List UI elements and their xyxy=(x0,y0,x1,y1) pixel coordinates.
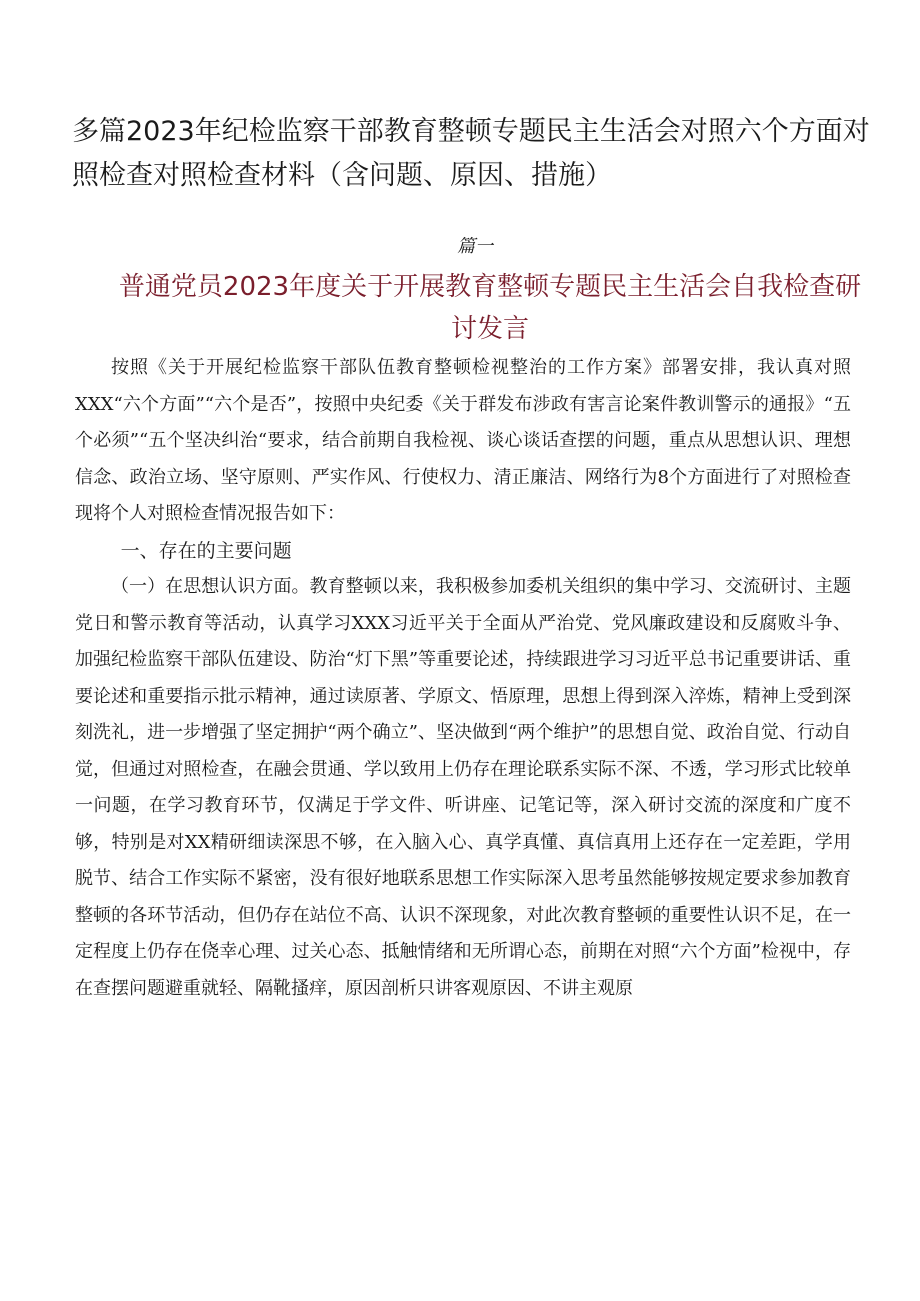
section-heading: 一、存在的主要问题 xyxy=(120,539,292,562)
intro-paragraph: 按照《关于开展纪检监察干部队伍教育整顿检视整治的工作方案》部署安排，我认真对照XXX“六个方面”“六个是否”，按照中央纪委《关于群发布涉政有害言论案件教训警示的通报》“五个必须”“五个坚决纠治“要求，结合前期自我检视、谈心谈话查摆的问题，重点从思想认识、理想信念、政治立场、坚守原则、严实作风、行使权力、清正廉洁、网络行为8个方面进行了对照检查现将个人对照检查情况报告如下： xyxy=(75,357,851,524)
document-body xyxy=(75,350,851,1007)
article-title: 普通党员2023年度关于开展教育整顿专题民主生活会自我检查研讨发言 xyxy=(118,272,862,344)
body-paragraph: （一）在思想认识方面。教育整顿以来，我积极参加委机关组织的集中学习、交流研讨、主题党日和警示教育等活动，认真学习XXX习近平关于全面从严治党、党风廉政建设和反腐败斗争、加强纪检监察干部队伍建设、防治“灯下黑”等重要论述，持续跟进学习习近平总书记重要讲话、重要论述和重要指示批示精神，通过读原著、学原文、悟原理，思想上得到深入淬炼，精神上受到深刻洗礼，进一步增强了坚定拥护“两个确立”、坚决做到“两个维护”的思想自觉、政治自觉、行动自觉，但通过对照检查，在融会贯通、学以致用上仍存在理论联系实际不深、不透，学习形式比较单一问题，在学习教育环节，仅满足于学文件、听讲座、记笔记等，深入研讨交流的深度和广度不够，特别是对XX精研细读深思不够，在入脑入心、真学真懂、真信真用上还存在一定差距，学用脱节、结合工作实际不紧密，没有很好地联系思想工作实际深入思考虽然能够按规定要求参加教育整顿的各环节活动，但仍存在站位不高、认识不深现象，对此次教育整顿的重要性认识不足，在一定程度上仍存在侥幸心理、过关心态、抵触情绪和无所谓心态，前期在对照“六个方面”检视中，存在查摆问题避重就轻、隔靴搔痒，原因剖析只讲客观原因、不讲主观原 xyxy=(75,576,851,999)
document-title: 多篇2023年纪检监察干部教育整顿专题民主生活会对照六个方面对照检查对照检查材料（含问题、原因、措施） xyxy=(72,116,870,191)
section-number: 篇一 xyxy=(457,236,493,257)
